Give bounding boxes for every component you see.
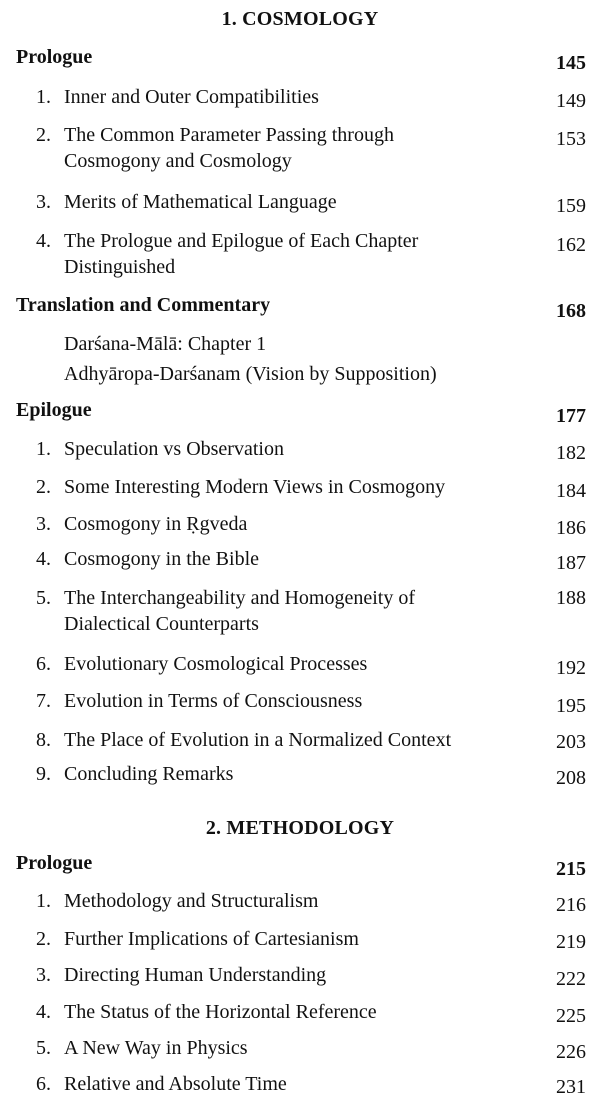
entry-number: 2. — [36, 476, 51, 498]
entry-number: 2. — [36, 124, 51, 146]
page-number: 219 — [556, 931, 586, 953]
entry-number: 8. — [36, 729, 51, 751]
page-number: 225 — [556, 1005, 586, 1027]
entry-title: Concluding Remarks — [64, 763, 234, 785]
section-heading-methodology: 2. METHODOLOGY — [205, 817, 395, 839]
entry-title: Directing Human Understanding — [64, 964, 327, 986]
page-number: 226 — [556, 1041, 586, 1063]
entry-title: Speculation vs Observation — [64, 438, 284, 460]
part-title: Epilogue — [16, 399, 92, 421]
entry-title: The Status of the Horizontal Reference — [64, 1001, 377, 1023]
page-number: 231 — [556, 1076, 586, 1098]
entry-number: 5. — [36, 1037, 51, 1059]
part-title: Prologue — [16, 852, 93, 874]
page-number: 159 — [556, 195, 586, 217]
page-number: 145 — [556, 52, 586, 74]
page-number: 203 — [556, 731, 586, 753]
entry-title-line: Distinguished — [64, 256, 176, 278]
chapter-subtitle: Adhyāropa-Darśanam (Vision by Supposition) — [64, 363, 437, 385]
part-title: Translation and Commentary — [16, 294, 271, 316]
chapter-subtitle: Darśana-Mālā: Chapter 1 — [64, 333, 267, 355]
entry-title: Evolution in Terms of Consciousness — [64, 690, 363, 712]
page-number: 216 — [556, 894, 586, 916]
entry-number: 9. — [36, 763, 51, 785]
page-number: 208 — [556, 767, 586, 789]
entry-title-line: The Common Parameter Passing through — [64, 124, 394, 146]
entry-title-line: The Prologue and Epilogue of Each Chapter — [64, 230, 419, 252]
page-number: 182 — [556, 442, 586, 464]
page-number: 215 — [556, 858, 586, 880]
entry-title: The Place of Evolution in a Normalized Context — [64, 729, 452, 751]
entry-number: 3. — [36, 191, 51, 213]
page-number: 192 — [556, 657, 586, 679]
entry-number: 1. — [36, 890, 51, 912]
page-number: 188 — [556, 587, 586, 609]
entry-title-line: Dialectical Counterparts — [64, 613, 259, 635]
section-heading-cosmology: 1. COSMOLOGY — [221, 8, 379, 30]
entry-title — [64, 585, 415, 637]
entry-title: A New Way in Physics — [64, 1037, 248, 1059]
entry-number: 7. — [36, 690, 51, 712]
page-number: 195 — [556, 695, 586, 717]
page-number: 153 — [556, 128, 586, 150]
entry-title: Evolutionary Cosmological Processes — [64, 653, 368, 675]
entry-number: 1. — [36, 86, 51, 108]
entry-number: 6. — [36, 653, 51, 675]
entry-title-line: The Interchangeability and Homogeneity of — [64, 587, 415, 609]
entry-title: Some Interesting Modern Views in Cosmogony — [64, 476, 446, 498]
page-number: 162 — [556, 234, 586, 256]
entry-number: 4. — [36, 230, 51, 252]
entry-title: Cosmogony in Ṛgveda — [64, 513, 248, 535]
entry-title-line: Cosmogony and Cosmology — [64, 150, 292, 172]
entry-number: 5. — [36, 587, 51, 609]
entry-number: 3. — [36, 513, 51, 535]
entry-number: 4. — [36, 548, 51, 570]
entry-title: Relative and Absolute Time — [64, 1073, 287, 1095]
page-number: 177 — [556, 405, 586, 427]
entry-number: 2. — [36, 928, 51, 950]
part-title: Prologue — [16, 46, 93, 68]
page-number: 187 — [556, 552, 586, 574]
page-number: 149 — [556, 90, 586, 112]
page-number: 168 — [556, 300, 586, 322]
page-number: 184 — [556, 480, 586, 502]
entry-title: Inner and Outer Compatibilities — [64, 86, 319, 108]
entry-number: 3. — [36, 964, 51, 986]
page-number: 222 — [556, 968, 586, 990]
entry-number: 4. — [36, 1001, 51, 1023]
entry-title: Methodology and Structuralism — [64, 890, 319, 912]
entry-title: Merits of Mathematical Language — [64, 191, 337, 213]
page-number: 186 — [556, 517, 586, 539]
entry-title: Cosmogony in the Bible — [64, 548, 259, 570]
entry-title — [64, 122, 394, 174]
entry-number: 1. — [36, 438, 51, 460]
entry-title: Further Implications of Cartesianism — [64, 928, 359, 950]
entry-title — [64, 228, 418, 280]
entry-number: 6. — [36, 1073, 51, 1095]
